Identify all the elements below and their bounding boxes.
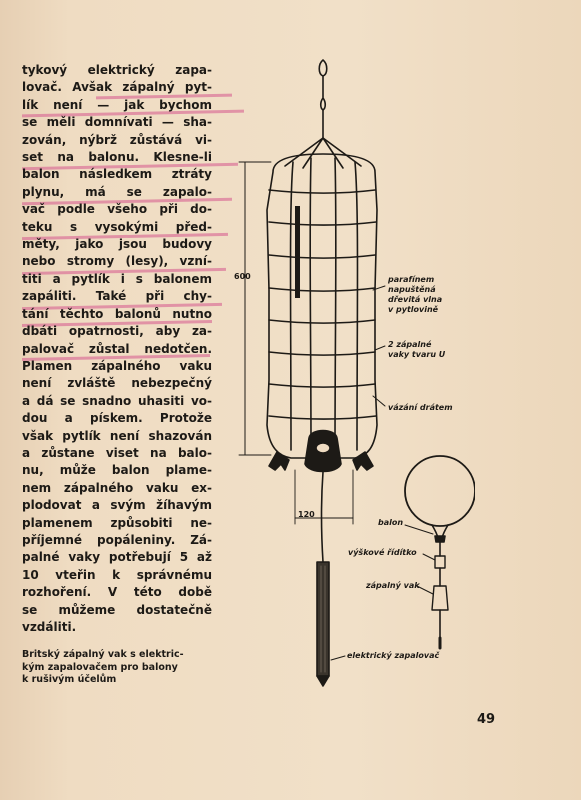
text-line: set na balonu. Klesne-li [22, 150, 212, 165]
label-line: v pytlovině [388, 305, 439, 314]
text-line: dou a pískem. Protože [22, 411, 212, 426]
label-altitude-control: výškové řídítko [348, 548, 417, 557]
text-line: lík není — jak bychom [22, 97, 212, 112]
altitude-control [435, 556, 445, 568]
text-line: plamenem způsobiti ne- [22, 515, 212, 530]
hanging-loop [319, 60, 327, 110]
text-line: lovač. Avšak zápalný pyt- [22, 80, 212, 95]
body-text [22, 62, 212, 636]
height-dimension-label: 600 [234, 272, 251, 281]
igniter-wire [322, 472, 324, 562]
bag-tube-line [291, 162, 294, 450]
text-line: a dá se snadno uhasiti vo- [22, 393, 212, 408]
text-line: rozhoření. V této době [22, 585, 212, 600]
label-wire-binding: vázání drátem [388, 403, 453, 412]
label-line: parafínem [388, 275, 435, 284]
caption-line: kým zapalovačem pro balony [22, 661, 178, 673]
bag-tube-line [310, 158, 311, 454]
wire-binding [269, 416, 376, 419]
label-u-bags [388, 340, 445, 360]
text-line: balon následkem ztráty [22, 167, 212, 182]
text-line: však pytlík není shazován [22, 428, 212, 443]
page-number: 49 [477, 712, 496, 727]
text-line: teku s vysokými před- [22, 219, 212, 234]
wire-binding [269, 320, 375, 323]
text-line: tání těchto balonů nutno [22, 306, 212, 321]
figure-caption [22, 649, 222, 687]
text-line: nem zápalného vaku ex- [22, 480, 212, 495]
text-line: vač podle všeho při do- [22, 202, 212, 217]
text-line: se můžeme dostatečně [22, 602, 212, 617]
bag-tassel [353, 452, 373, 470]
bag-tassel [269, 452, 289, 470]
label-electric-igniter: elektrický zapalovač [347, 651, 440, 660]
text-line: plodovat a svým žíhavým [22, 498, 212, 513]
wire-binding [269, 255, 375, 258]
wire-binding [269, 222, 376, 225]
width-dimension-label: 120 [298, 510, 315, 519]
electric-igniter [317, 562, 329, 676]
label-line: vaky tvaru U [388, 350, 446, 359]
text-line: tykový elektrický zapa- [22, 63, 212, 77]
text-line: příjemné popáleniny. Zá- [22, 532, 212, 547]
text-line: Plamen zápalného vaku [22, 358, 212, 373]
wire-binding [269, 288, 375, 291]
caption-line: k rušivým účelům [22, 674, 117, 686]
text-line: a zůstane viset na balo- [22, 445, 212, 460]
bag-tube-line [355, 162, 358, 450]
igniter-tip [317, 676, 329, 686]
text-line: měty, jako jsou budovy [22, 237, 212, 252]
text-line: dbáti opatrnosti, aby za- [22, 324, 212, 339]
igniter-window [316, 443, 330, 453]
label-line: dřevitá vlna [388, 295, 443, 304]
small-balloon [405, 456, 475, 526]
balloon-neck-knot [435, 536, 445, 542]
label-incendiary-bag: zápalný vak [366, 581, 420, 590]
label-balloon: balon [378, 518, 404, 527]
bag-outline [267, 154, 377, 458]
text-line: titi a pytlík i s balonem [22, 271, 212, 286]
wire-binding [269, 190, 375, 193]
bag-tube-line [335, 158, 336, 454]
text-line: palovač zůstal nedotčen. [22, 341, 212, 356]
inner-strip [295, 206, 300, 298]
wire-binding [269, 352, 375, 355]
suspension-lines [285, 138, 361, 168]
leader-line [375, 346, 385, 350]
label-line: 2 zápalné [388, 340, 432, 349]
ridítko-leader [423, 554, 435, 560]
text-line: nu, může balon plame- [22, 463, 212, 478]
text-line: není zvláště nebezpečný [22, 376, 212, 391]
text-line: se měli domnívati — sha- [22, 115, 212, 130]
text-line: zapáliti. Také při chy- [22, 289, 212, 304]
text-line: 10 vteřin k správnému [22, 567, 212, 582]
text-line: plynu, má se zapalo- [22, 184, 212, 199]
leader-line [373, 396, 385, 406]
text-line: palné vaky potřebují 5 až [22, 550, 212, 565]
balloon-leader [405, 525, 433, 534]
label-paraffin [388, 275, 442, 315]
text-line: nebo stromy (lesy), vzní- [22, 254, 212, 269]
wire-binding [269, 384, 375, 387]
incendiary-bag-illustration [225, 50, 475, 700]
caption-line: Britský zápalný vak s elektric- [22, 649, 184, 660]
small-incendiary-bag [432, 586, 448, 610]
text-line: zován, nýbrž zůstává vi- [22, 132, 212, 147]
label-line: napuštěná [388, 285, 436, 294]
text-line: vzdáliti. [22, 620, 77, 634]
leader-line [331, 656, 345, 660]
